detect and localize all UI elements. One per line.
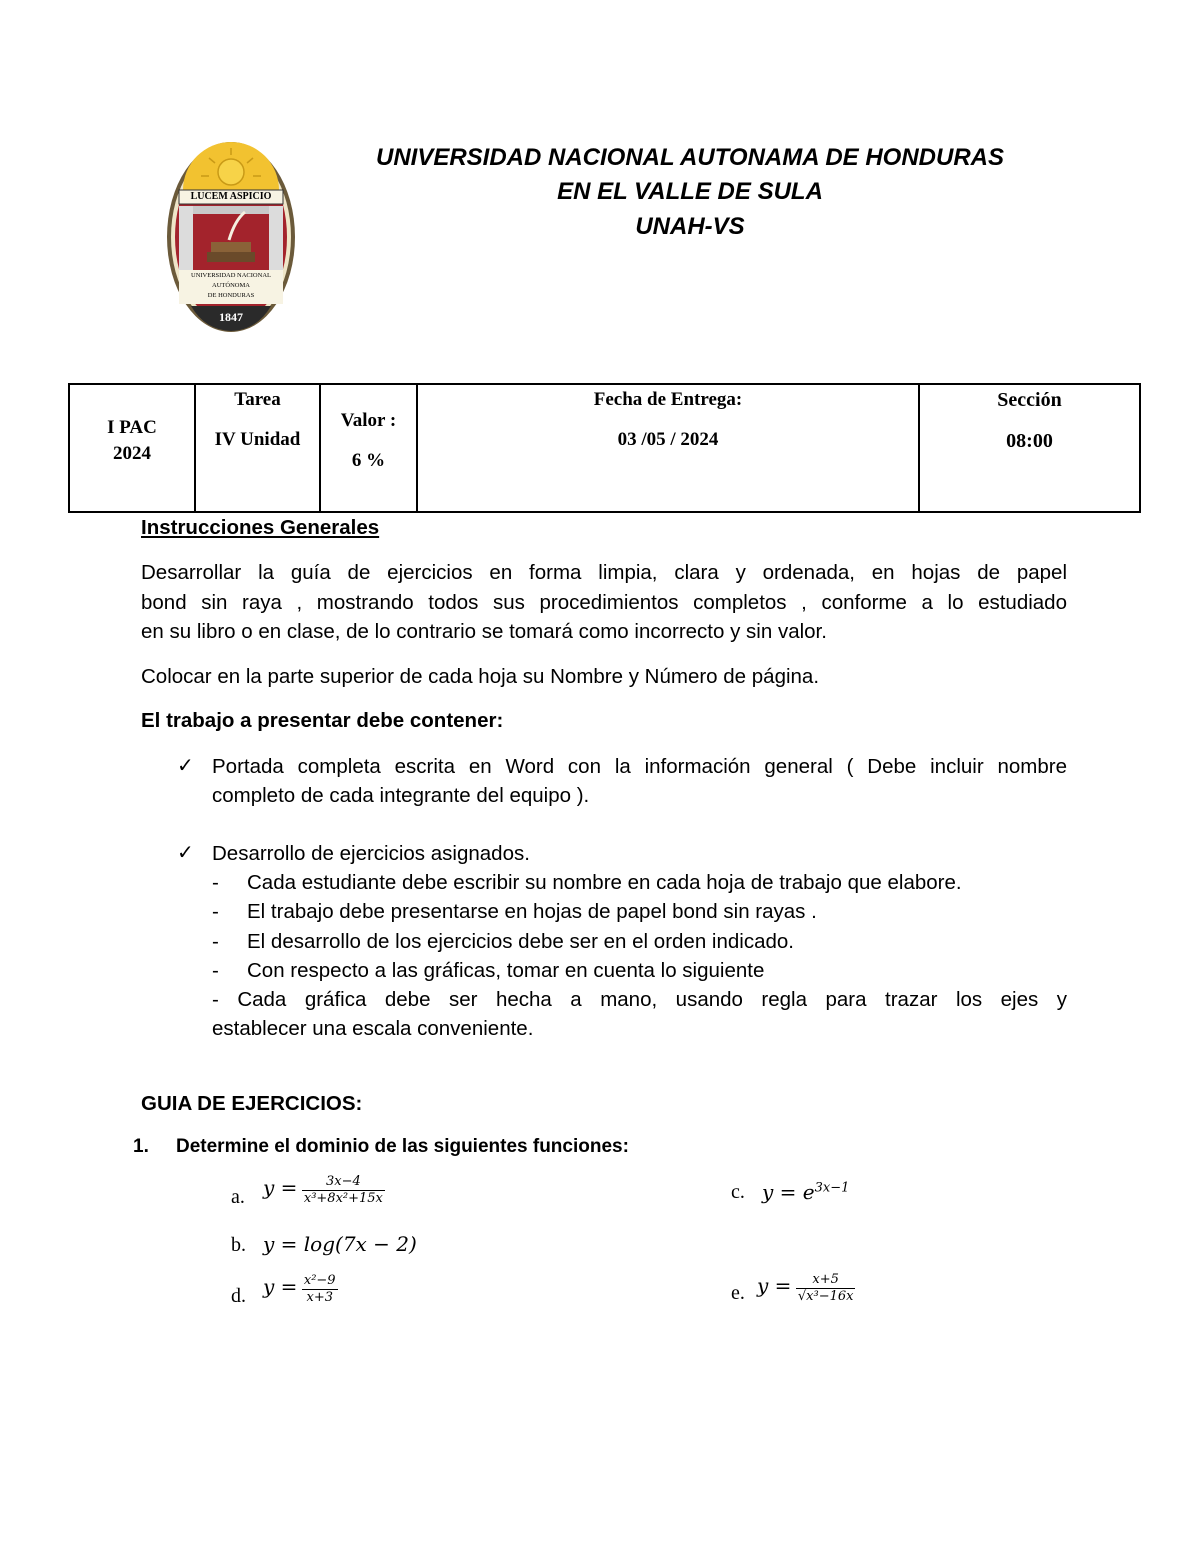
exercise-d-formula	[263, 1273, 338, 1306]
exercise-c-formula	[762, 1180, 849, 1204]
instructions-title: Instrucciones Generales	[141, 516, 380, 539]
sun-icon	[218, 159, 244, 185]
exercise-a-numerator: 3x−4	[302, 1174, 385, 1191]
header-university: UNIVERSIDAD NACIONAL AUTONAMA DE HONDURAS	[375, 144, 1005, 171]
exercise-e-formula	[757, 1272, 855, 1305]
exercise-b-label: b.	[231, 1234, 246, 1256]
sub-item-5-line2: establecer una escala conveniente.	[212, 1017, 534, 1040]
exercise-d-numerator: x²−9	[303, 1273, 336, 1288]
sub-item-2: El trabajo debe presentarse en hojas de papel bond sin rayas .	[247, 900, 817, 923]
exercise-b-formula: y = log(7x − 2)	[263, 1232, 417, 1256]
period-line2: 2024	[113, 443, 151, 464]
due-label: Fecha de Entrega:	[593, 389, 743, 410]
exercise-a-lhs: y =	[263, 1175, 298, 1200]
seal-name-line3: DE HONDURAS	[207, 292, 255, 299]
instructions-para2: Colocar en la parte superior de cada hoja su Nombre y Número de página.	[141, 665, 820, 688]
exercise-a-denominator: x³+8x²+15x	[303, 1191, 383, 1206]
value-cell	[320, 384, 417, 512]
exercise-e-numerator: x+5	[796, 1272, 856, 1289]
exercise-d-lhs: y =	[263, 1274, 298, 1299]
checkmark-icon: ✓	[177, 753, 194, 777]
question-1-number: 1.	[133, 1136, 149, 1157]
content-title: El trabajo a presentar debe contener:	[141, 709, 504, 732]
exercise-d-label: d.	[231, 1285, 246, 1307]
seal-year: 1847	[219, 310, 243, 324]
value-label: Valor :	[340, 410, 397, 431]
exercise-a-fraction	[302, 1174, 385, 1207]
dash-bullet: -	[212, 930, 219, 953]
check1-line2: completo de cada integrante del equipo ).	[212, 784, 590, 807]
dash-bullet: -	[212, 900, 219, 923]
sub-item-1: Cada estudiante debe escribir su nombre en cada hoja de trabajo que elabore.	[247, 871, 962, 894]
task-label: Tarea	[234, 389, 281, 410]
instructions-para1-line1: Desarrollar la guía de ejercicios en forma limpia, clara y ordenada, en hojas de papel	[141, 561, 1067, 584]
instructions-para1-line2: bond sin raya , mostrando todos sus procedimientos completos , conforme a lo estudiado	[141, 591, 1067, 614]
section-value: 08:00	[1006, 430, 1053, 452]
section-cell	[919, 384, 1140, 512]
task-value: IV Unidad	[214, 429, 301, 450]
sub-item-4: Con respecto a las gráficas, tomar en cuenta lo siguiente	[247, 959, 765, 982]
exercise-e-label: e.	[731, 1282, 745, 1304]
dash-bullet: -	[212, 959, 219, 982]
check2: Desarrollo de ejercicios asignados.	[212, 842, 530, 865]
guide-title: GUIA DE EJERCICIOS:	[141, 1092, 363, 1115]
period-cell	[69, 384, 195, 512]
seal-graphic	[165, 140, 297, 335]
period-line1: I PAC	[107, 417, 157, 438]
exercise-e-fraction	[796, 1272, 856, 1305]
header-campus: EN EL VALLE DE SULA	[557, 178, 823, 205]
sub-item-3: El desarrollo de los ejercicios debe ser en el orden indicado.	[247, 930, 794, 953]
check1-line1: Portada completa escrita en Word con la información general ( Debe incluir nombre	[212, 755, 1067, 778]
question-1-text: Determine el dominio de las siguientes funciones:	[176, 1136, 629, 1157]
checkmark-icon: ✓	[177, 840, 194, 864]
exercise-a-label: a.	[231, 1186, 245, 1208]
exercise-a-formula	[263, 1174, 385, 1207]
exercise-d-fraction	[302, 1273, 338, 1306]
exercise-d-denominator: x+3	[306, 1290, 333, 1305]
exercise-e-lhs: y =	[757, 1273, 792, 1298]
due-date: 03 /05 / 2024	[617, 429, 719, 450]
sub-item-5-line1: - Cada gráfica debe ser hecha a mano, usando regla para trazar los ejes y	[212, 988, 1067, 1011]
university-seal	[165, 140, 297, 335]
seal-name-line1: UNIVERSIDAD NACIONAL	[191, 272, 271, 279]
instructions-para1-line3: en su libro o en clase, de lo contrario se tomará como incorrecto y sin valor.	[141, 620, 827, 643]
exercise-c-exponent: 3x−1	[814, 1180, 850, 1196]
section-label: Sección	[997, 389, 1062, 411]
seal-name-line2: AUTÓNOMA	[212, 282, 250, 289]
value-amount: 6 %	[351, 450, 386, 471]
seal-motto: LUCEM ASPICIO	[190, 191, 272, 202]
task-cell	[195, 384, 320, 512]
dash-bullet: -	[212, 871, 219, 894]
exercise-c-base: y = e	[762, 1180, 815, 1204]
seal-name	[179, 271, 283, 301]
exercise-e-denominator: √x³−16x	[797, 1289, 854, 1304]
course-info-table	[68, 383, 1141, 513]
header-acronym: UNAH-VS	[635, 213, 745, 240]
exercise-c-label: c.	[731, 1181, 745, 1203]
due-date-cell	[417, 384, 919, 512]
